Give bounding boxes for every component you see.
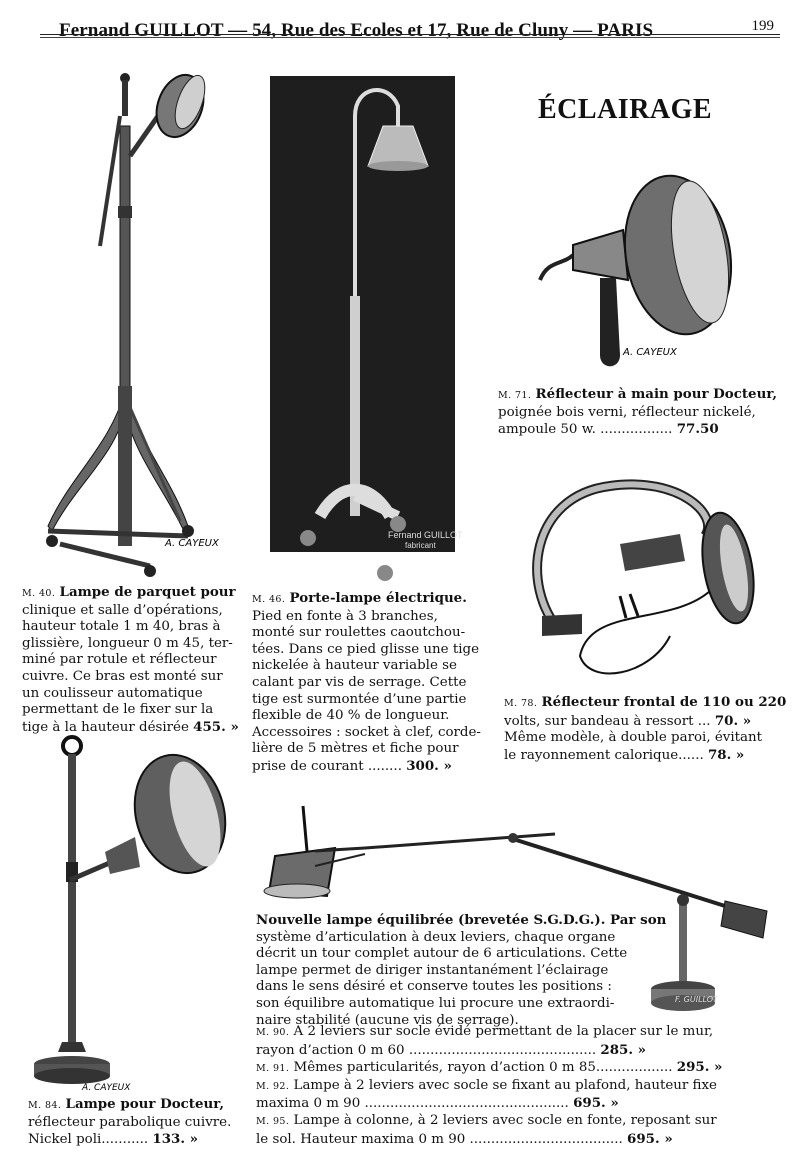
model-line2-0: rayon d’action 0 m 60 ............................................ bbox=[256, 1042, 597, 1058]
page-number: 199 bbox=[751, 18, 774, 34]
item-m46-line-3: tées. Dans ce pied glisse une tige bbox=[252, 641, 480, 657]
item-m84-description bbox=[28, 1096, 243, 1149]
model-price-1: 295. » bbox=[676, 1059, 723, 1076]
item-eq-line-4: dans le sens désiré et conserve toutes les positions : bbox=[256, 979, 612, 995]
item-m84-line-1: réflecteur parabolique cuivre. bbox=[28, 1114, 232, 1130]
item-m40-line-4: miné par rotule et réflecteur bbox=[22, 652, 217, 668]
item-m46-line-8: Accessoires : socket à clef, corde- bbox=[252, 724, 481, 740]
photo-mark: Fernand GUILLOT bbox=[388, 530, 463, 540]
item-m46-line-6: tige est surmontée d’une partie bbox=[252, 691, 467, 707]
model-ref-2: M. 92. bbox=[256, 1080, 290, 1092]
item-m78-price-1: 78. » bbox=[707, 746, 745, 763]
photo-mark-sub: fabricant bbox=[405, 541, 436, 550]
item-m84-line-2: Nickel poli........... bbox=[28, 1132, 149, 1148]
item-m46-line-5: calant par vis de serrage. Cette bbox=[252, 674, 467, 690]
item-m46-line-0: Porte-lampe électrique. bbox=[289, 590, 467, 606]
item-eq-line-2: décrit un tour complet autour de 6 articulations. Cette bbox=[256, 946, 628, 962]
item-equilibree-description bbox=[256, 912, 667, 1029]
item-m78-description bbox=[504, 694, 790, 764]
item-m46-line-10: prise de courant ........ bbox=[252, 758, 402, 774]
item-m40-line-3: glissière, longueur 0 m 45, ter- bbox=[22, 635, 233, 651]
item-m40-line-6: un coulisseur automatique bbox=[22, 685, 203, 701]
item-m71-line-1: poignée bois verni, réflecteur nickelé, bbox=[498, 404, 756, 420]
item-m46-line-4: nickelée à hauteur variable se bbox=[252, 658, 457, 674]
item-m40-line-1: clinique et salle d’opérations, bbox=[22, 602, 223, 618]
floor-lamp-illustration bbox=[30, 66, 250, 586]
item-eq-line-0: Nouvelle lampe équilibrée (brevetée S.G.D.G.). Par son bbox=[256, 912, 667, 928]
item-m46-line-2: monté sur roulettes caoutchou- bbox=[252, 625, 466, 641]
signature-cayeux: A. CAYEUX bbox=[165, 538, 219, 549]
model-line1-0: A 2 leviers sur socle évidé permettant de la placer sur le mur, bbox=[293, 1024, 714, 1039]
model-line1-2: Lampe à 2 leviers avec socle se fixant au plafond, hauteur fixe bbox=[293, 1077, 717, 1093]
item-m46-line-7: flexible de 40 % de longueur. bbox=[252, 708, 450, 724]
item-m40-ref: M. 40. bbox=[22, 588, 56, 599]
item-m71-ref: M. 71. bbox=[498, 390, 532, 401]
model-ref-1: M. 91. bbox=[256, 1063, 290, 1075]
item-m40-line-8: tige à la hauteur désirée bbox=[22, 719, 189, 735]
signature-cayeux-2: A. CAYEUX bbox=[623, 347, 677, 358]
item-m46-price: 300. » bbox=[406, 757, 452, 774]
model-line1-3: Lampe à colonne, à 2 leviers avec socle en fonte, reposant sur bbox=[293, 1112, 717, 1128]
model-price-2: 695. » bbox=[573, 1095, 619, 1112]
header-title: Fernand GUILLOT — 54, Rue des Ecoles et 17, Rue de Cluny — PARIS bbox=[59, 20, 654, 41]
item-m71-line-2: ampoule 50 w. ................. bbox=[498, 422, 673, 438]
item-m46-line-1: Pied en fonte à 3 branches, bbox=[252, 608, 438, 624]
header-rule bbox=[40, 34, 780, 35]
signature-cayeux-3: A. CAYEUX bbox=[82, 1083, 131, 1093]
model-price-3: 695. » bbox=[627, 1130, 673, 1147]
doctor-lamp-illustration bbox=[30, 732, 230, 1092]
item-m78-price-0: 70. » bbox=[714, 712, 752, 729]
item-m84-price: 133. » bbox=[152, 1131, 199, 1148]
item-m40-description bbox=[22, 584, 239, 736]
item-m46-line-9: lière de 5 mètres et fiche pour bbox=[252, 741, 459, 757]
model-line2-2: maxima 0 m 90 ................................................ bbox=[256, 1096, 569, 1112]
item-m71-price: 77.50 bbox=[676, 421, 719, 438]
item-m84-line-0: Lampe pour Docteur, bbox=[65, 1096, 224, 1112]
item-m40-line-0: Lampe de parquet pour bbox=[59, 584, 236, 600]
model-line1-1: Mêmes particularités, rayon d’action 0 m 85.................. bbox=[293, 1060, 673, 1076]
model-ref-0: M. 90. bbox=[256, 1027, 290, 1038]
item-m71-description bbox=[498, 386, 788, 439]
item-m78-ref: M. 78. bbox=[504, 698, 538, 709]
item-eq-line-3: lampe permet de diriger instantanément l’éclairage bbox=[256, 962, 609, 978]
model-ref-3: M. 95. bbox=[256, 1115, 290, 1127]
item-eq-line-1: système d’articulation à deux leviers, chaque organe bbox=[256, 929, 616, 945]
base-mark: F. GUILLOT bbox=[675, 995, 718, 1004]
item-m78-line-1: volts, sur bandeau à ressort ... bbox=[504, 713, 711, 729]
item-m40-line-7: permettant de le fixer sur la bbox=[22, 702, 214, 718]
item-m78-line-3: le rayonnement calorique...... bbox=[504, 747, 704, 763]
item-m78-line-2: Même modèle, à double paroi, évitant bbox=[504, 730, 762, 746]
item-eq-line-6: naire stabilité (aucune vis de serrage). bbox=[256, 1012, 519, 1028]
section-title: ÉCLAIRAGE bbox=[538, 94, 713, 125]
item-eq-line-5: son équilibre automatique lui procure une extraordi- bbox=[256, 995, 615, 1011]
item-m46-description bbox=[252, 590, 484, 776]
item-m40-line-2: hauteur totale 1 m 40, bras à bbox=[22, 619, 221, 635]
item-m40-line-5: cuivre. Ce bras est monté sur bbox=[22, 668, 223, 684]
frontal-reflector-illustration bbox=[520, 476, 760, 686]
item-equilibree-models bbox=[256, 1024, 782, 1148]
item-m46-ref: M. 46. bbox=[252, 594, 286, 605]
header-rule-thin bbox=[40, 37, 780, 38]
item-m71-line-0: Réflecteur à main pour Docteur, bbox=[535, 386, 778, 402]
porte-lampe-photo bbox=[270, 76, 463, 552]
item-m78-line-0: Réflecteur frontal de 110 ou 220 bbox=[541, 694, 787, 710]
model-price-0: 285. » bbox=[600, 1041, 647, 1058]
item-m40-price: 455. » bbox=[193, 718, 239, 735]
model-line2-3: le sol. Hauteur maxima 0 m 90 .................................... bbox=[256, 1131, 623, 1147]
hand-reflector-illustration bbox=[528, 170, 738, 380]
item-m84-ref: M. 84. bbox=[28, 1100, 62, 1111]
